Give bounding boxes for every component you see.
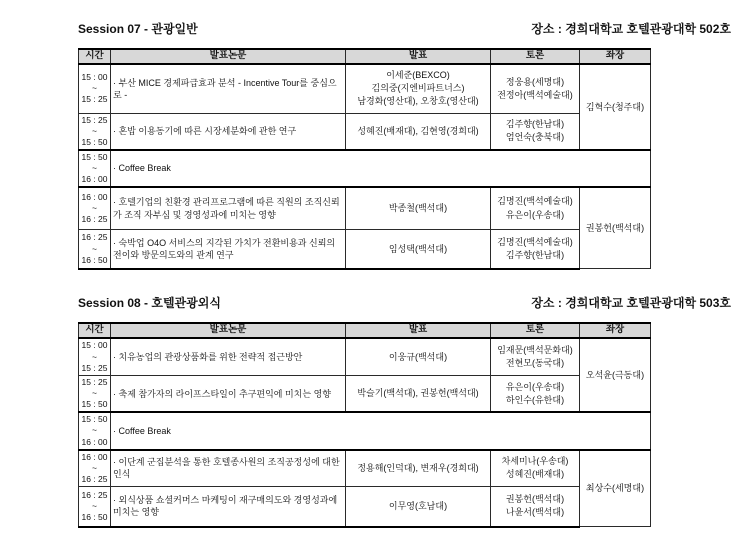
time-end: 16 : 25 <box>81 473 108 484</box>
presenter-line: 김의중(지엔비파트너스) <box>371 83 465 94</box>
discussant-line: 엄언숙(충북대) <box>505 132 565 143</box>
session-08-block <box>78 294 731 528</box>
time-tilde: ~ <box>92 388 97 399</box>
session-title: Session 07 - 관광일반 <box>78 22 198 36</box>
presenter-cell <box>346 450 491 487</box>
presenter-line: 박종철(백석대) <box>388 203 448 213</box>
time-cell <box>79 376 111 413</box>
time-cell <box>79 338 111 376</box>
time-end: 16 : 50 <box>81 511 108 522</box>
presenter-cell <box>346 376 491 413</box>
time-start: 15 : 00 <box>81 72 108 83</box>
discussant-cell <box>491 230 580 269</box>
presenter-cell <box>346 64 491 113</box>
discussant-cell <box>491 487 580 527</box>
time-start: 15 : 50 <box>81 414 108 425</box>
time-cell <box>79 113 111 150</box>
time-start: 16 : 25 <box>81 489 108 500</box>
coffee-break-cell: · Coffee Break <box>111 412 651 449</box>
session-location: 장소 : 경희대학교 호텔관광대학 503호 <box>531 295 731 310</box>
paper-cell: · 치유농업의 관광상품화를 위한 전략적 접근방안 <box>111 338 346 376</box>
presenter-cell <box>346 113 491 150</box>
discussant-line: 하인수(유한대) <box>505 394 565 405</box>
discussant-line: 나윤서(백석대) <box>505 507 565 518</box>
presenter-line: 이웅규(백석대) <box>388 351 448 362</box>
header-presenter: 발표 <box>346 49 491 64</box>
discussant-cell <box>491 450 580 487</box>
discussant-line: 김주향(한남대) <box>505 119 565 130</box>
presenter-line: 정용해(인덕대), 변재우(경희대) <box>357 462 479 473</box>
paper-cell: · 혼밥 이용동기에 따른 시장세분화에 관한 연구 <box>111 113 346 150</box>
table-row <box>79 450 651 487</box>
session-07-title-row <box>78 20 731 37</box>
paper-cell: · 이단계 군집분석을 통한 호텔종사원의 조직공정성에 대한 인식 <box>111 450 346 487</box>
time-end: 16 : 00 <box>81 173 108 184</box>
header-row <box>79 323 651 338</box>
time-end: 16 : 00 <box>81 436 108 447</box>
paper-cell: · 축제 참가자의 라이프스타일이 추구편익에 미치는 영향 <box>111 376 346 413</box>
header-paper: 발표논문 <box>111 323 346 338</box>
time-end: 15 : 50 <box>81 136 108 147</box>
time-start: 15 : 50 <box>81 151 108 162</box>
discussant-cell <box>491 187 580 230</box>
paper-cell: · 호텔기업의 친환경 관리프로그램에 따른 직원의 조직신뢰가 조직 자부심 및 경영성과에 미치는 영향 <box>111 187 346 230</box>
time-tilde: ~ <box>92 243 97 254</box>
table-row <box>79 338 651 376</box>
time-start: 15 : 00 <box>81 340 108 351</box>
session-07-block <box>78 20 731 270</box>
discussant-cell <box>491 376 580 413</box>
presenter-line: 임성택(백석대) <box>388 243 448 254</box>
header-discussant: 토론 <box>491 49 580 64</box>
header-paper: 발표논문 <box>111 49 346 64</box>
presenter-line: 남경화(영산대), 오창호(영산대) <box>357 96 479 107</box>
session-08-table <box>78 322 651 528</box>
header-time: 시간 <box>79 323 111 338</box>
time-end: 15 : 25 <box>81 94 108 105</box>
coffee-break-row <box>79 412 651 449</box>
table-row <box>79 64 651 113</box>
presenter-line: 성혜진(배재대), 김현영(경희대) <box>357 125 479 136</box>
discussant-line: 전현모(동국대) <box>505 358 565 369</box>
presenter-line: 이세준(BEXCO) <box>386 70 450 81</box>
session-08-title-row <box>78 294 731 311</box>
time-end: 16 : 50 <box>81 254 108 265</box>
header-chair: 좌장 <box>580 49 651 64</box>
chair-cell: 권봉헌(백석대) <box>580 187 651 269</box>
coffee-break-cell: · Coffee Break <box>111 150 651 187</box>
table-row <box>79 113 651 150</box>
time-cell <box>79 487 111 527</box>
time-cell <box>79 412 111 449</box>
presenter-cell <box>346 487 491 527</box>
discussant-line: 전정아(백석예술대) <box>497 89 573 100</box>
discussant-line: 성혜진(배재대) <box>505 469 565 480</box>
time-start: 16 : 25 <box>81 232 108 243</box>
presenter-line: 박슬기(백석대), 권봉헌(백석대) <box>357 388 479 399</box>
header-chair: 좌장 <box>580 323 651 338</box>
header-presenter: 발표 <box>346 323 491 338</box>
table-row <box>79 487 651 527</box>
table-row <box>79 230 651 269</box>
time-tilde: ~ <box>92 425 97 436</box>
presenter-line: 이무영(호남대) <box>388 500 448 511</box>
discussant-line: 김주향(한남대) <box>505 250 565 261</box>
discussant-line: 권봉헌(백석대) <box>505 494 565 505</box>
time-tilde: ~ <box>92 500 97 511</box>
program-page <box>78 20 731 552</box>
discussant-line: 정웅용(세명대) <box>505 76 565 87</box>
time-cell <box>79 230 111 269</box>
time-tilde: ~ <box>92 83 97 94</box>
time-end: 16 : 25 <box>81 214 108 225</box>
discussant-cell <box>491 113 580 150</box>
table-row <box>79 187 651 230</box>
table-row <box>79 376 651 413</box>
time-tilde: ~ <box>92 125 97 136</box>
chair-cell: 오석윤(극동대) <box>580 338 651 413</box>
session-07-table <box>78 48 651 270</box>
discussant-line: 차세미나(우송대) <box>501 456 569 467</box>
paper-cell: · 부산 MICE 경제파급효과 분석 - Incentive Tour를 중심으로 - <box>111 64 346 113</box>
presenter-cell <box>346 230 491 269</box>
chair-cell: 김혁수(청주대) <box>580 64 651 150</box>
time-start: 15 : 25 <box>81 114 108 125</box>
time-start: 16 : 00 <box>81 451 108 462</box>
header-time: 시간 <box>79 49 111 64</box>
session-location: 장소 : 경희대학교 호텔관광대학 502호 <box>531 22 731 36</box>
presenter-cell <box>346 338 491 376</box>
paper-cell: · 숙박업 O4O 서비스의 지각된 가치가 전환비용과 신뢰의 전이와 방문의도와의 관계 연구 <box>111 230 346 269</box>
paper-cell: · 외식상품 쇼셜커머스 마케팅이 재구매의도와 경영성과에 미치는 영향 <box>111 487 346 527</box>
time-start: 15 : 25 <box>81 377 108 388</box>
discussant-cell <box>491 64 580 113</box>
time-tilde: ~ <box>92 162 97 173</box>
time-cell <box>79 64 111 113</box>
time-tilde: ~ <box>92 203 97 213</box>
time-end: 15 : 50 <box>81 399 108 410</box>
discussant-line: 임재문(백석문화대) <box>497 344 573 355</box>
time-tilde: ~ <box>92 462 97 473</box>
time-cell <box>79 150 111 187</box>
discussant-line: 유은이(우송대) <box>505 381 565 392</box>
discussant-line: 유은이(우송대) <box>505 209 565 220</box>
time-end: 15 : 25 <box>81 362 108 373</box>
chair-cell: 최상수(세명대) <box>580 450 651 527</box>
coffee-break-row <box>79 150 651 187</box>
header-discussant: 토론 <box>491 323 580 338</box>
time-tilde: ~ <box>92 351 97 362</box>
discussant-line: 김명진(백석예술대) <box>497 236 573 247</box>
discussant-line: 김명진(백석예술대) <box>497 196 573 207</box>
time-start: 16 : 00 <box>81 191 108 202</box>
header-row <box>79 49 651 64</box>
session-title: Session 08 - 호텔관광외식 <box>78 295 221 310</box>
time-cell <box>79 450 111 487</box>
presenter-cell <box>346 187 491 230</box>
time-cell <box>79 187 111 230</box>
discussant-cell <box>491 338 580 376</box>
